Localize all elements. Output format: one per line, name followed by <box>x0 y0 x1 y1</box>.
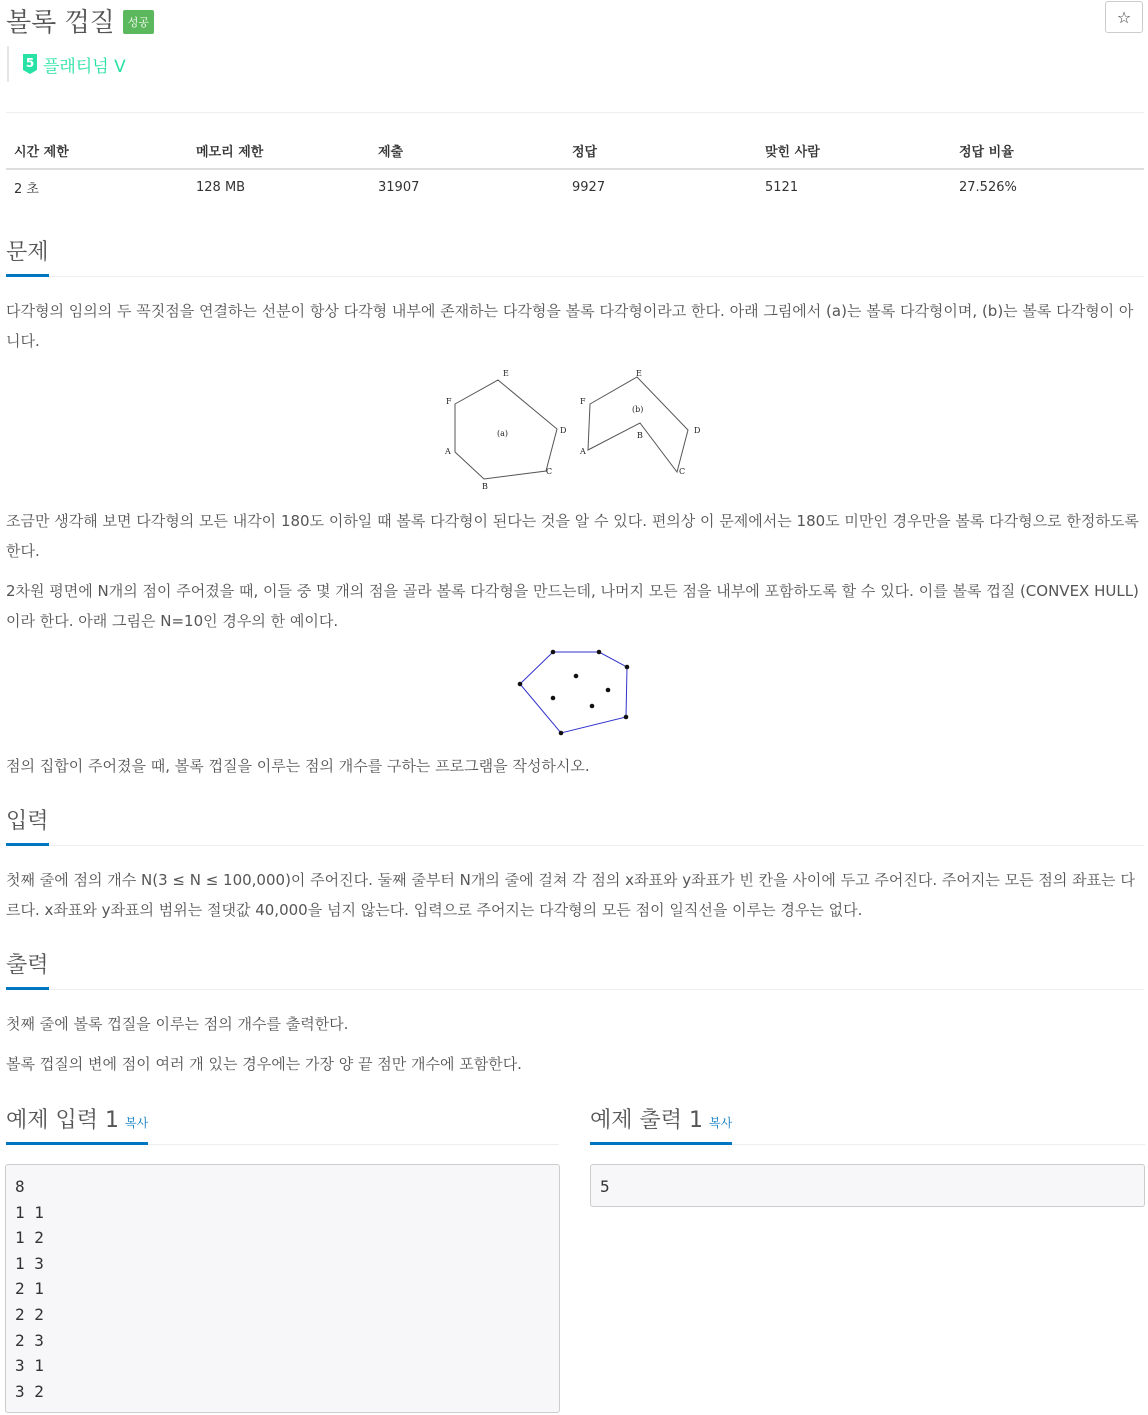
problem-title-row <box>6 0 154 40</box>
figure-label: B <box>637 431 643 440</box>
sample-output-header <box>590 1103 1145 1145</box>
sample-input-title-wrap <box>6 1103 148 1145</box>
stats-cell: 27.526% <box>959 180 1017 195</box>
status-badge: 성공 <box>123 10 154 34</box>
stats-cell[interactable]: 5121 <box>765 180 799 195</box>
figure-label: F <box>580 397 586 406</box>
stats-cell[interactable]: 31907 <box>378 180 420 195</box>
figure-label: (b) <box>632 405 644 414</box>
stats-cell: 128 MB <box>196 180 246 195</box>
convex-hull-figure <box>510 643 636 741</box>
stats-row <box>6 169 1144 205</box>
input-paragraph: 첫째 줄에 점의 개수 N(3 ≤ N ≤ 100,000)이 주어진다. 둘째 줄부터 N개의 줄에 걸쳐 각 점의 x좌표와 y좌표가 빈 칸을 사이에 두고 주어진다. 주어지는 모든 점의 좌표는 다르다. x좌표와 y좌표의 범위는 절댓값 40,000을 넘지 않는다. 입력으로 주어지는 다각형의 모든 점이 일직선을 이루는 경우는 없다. <box>6 871 1135 919</box>
star-button[interactable] <box>1105 1 1143 33</box>
figure-label: B <box>482 482 488 491</box>
copy-output-button[interactable]: 복사 <box>709 1116 733 1130</box>
tier-row <box>7 46 126 82</box>
stats-header-row <box>6 133 1144 169</box>
sample-input-header <box>6 1103 559 1145</box>
sample-input-title: 예제 입력 1 <box>6 1108 119 1133</box>
figure-label: D <box>694 426 701 435</box>
section-title: 문제 <box>6 235 49 277</box>
divider <box>6 112 1144 113</box>
figure-label: A <box>445 447 451 456</box>
output-paragraph: 볼록 껍질의 변에 점이 여러 개 있는 경우에는 가장 양 끝 점만 개수에 포함한다. <box>6 1055 522 1073</box>
problem-paragraph: 점의 집합이 주어졌을 때, 볼록 껍질을 이루는 점의 개수를 구하는 프로그램을 작성하시오. <box>6 757 590 775</box>
convex-polygon-figure <box>440 366 710 494</box>
stats-table <box>6 133 1144 205</box>
figure-label: D <box>560 426 567 435</box>
stats-cell[interactable]: 9927 <box>572 180 606 195</box>
section-title: 출력 <box>6 948 49 990</box>
stats-header: 메모리 제한 <box>188 133 370 169</box>
sample-output-title-wrap <box>590 1103 732 1145</box>
figure-label: (a) <box>497 429 509 438</box>
stats-cell: 2 초 <box>14 182 39 197</box>
stats-header: 정답 비율 <box>951 133 1144 169</box>
sample-input-box[interactable]: 8 1 1 1 2 1 3 2 1 2 2 2 3 3 1 3 2 <box>5 1164 560 1413</box>
stats-header: 맞힌 사람 <box>757 133 951 169</box>
sample-output-box[interactable]: 5 <box>590 1164 1145 1207</box>
problem-paragraph: 다각형의 임의의 두 꼭짓점을 연결하는 선분이 항상 다각형 내부에 존재하는 다각형을 볼록 다각형이라고 한다. 아래 그림에서 (a)는 볼록 다각형이며, (b)는 볼록 다각형이 아니다. <box>6 302 1134 350</box>
figure-label: A <box>580 447 586 456</box>
figure-label: C <box>679 467 686 476</box>
stats-header: 시간 제한 <box>6 133 188 169</box>
tier-icon[interactable] <box>22 53 38 75</box>
problem-section-header <box>6 235 1144 277</box>
problem-paragraph: 조금만 생각해 보면 다각형의 모든 내각이 180도 이하일 때 볼록 다각형이 된다는 것을 알 수 있다. 편의상 이 문제에서는 180도 미만인 경우만을 볼록 다각형으로 한정하도록 한다. <box>6 512 1139 560</box>
figure-label: E <box>636 369 642 378</box>
tier-label[interactable]: 플래티넘 V <box>43 56 126 77</box>
output-section-header <box>6 948 1144 990</box>
figure-label: F <box>446 397 452 406</box>
copy-input-button[interactable]: 복사 <box>125 1116 149 1130</box>
stats-header: 정답 <box>564 133 757 169</box>
section-title: 입력 <box>6 804 49 846</box>
sample-output-title: 예제 출력 1 <box>590 1108 703 1133</box>
output-paragraph: 첫째 줄에 볼록 껍질을 이루는 점의 개수를 출력한다. <box>6 1015 349 1033</box>
figure-label: C <box>546 467 553 476</box>
tier-number: 5 <box>25 56 35 70</box>
input-section-header <box>6 804 1144 846</box>
star-icon: ☆ <box>1116 7 1132 27</box>
figure-label: E <box>503 369 509 378</box>
stats-header: 제출 <box>370 133 564 169</box>
problem-paragraph: 2차원 평면에 N개의 점이 주어졌을 때, 이들 중 몇 개의 점을 골라 볼록 다각형을 만드는데, 나머지 모든 점을 내부에 포함하도록 할 수 있다. 이를 볼록 껍질 (CONVEX HULL) 이라 한다. 아래 그림은 N=10인 경우의 한 예이다. <box>6 582 1139 630</box>
page-title: 볼록 껍질 <box>6 7 115 38</box>
